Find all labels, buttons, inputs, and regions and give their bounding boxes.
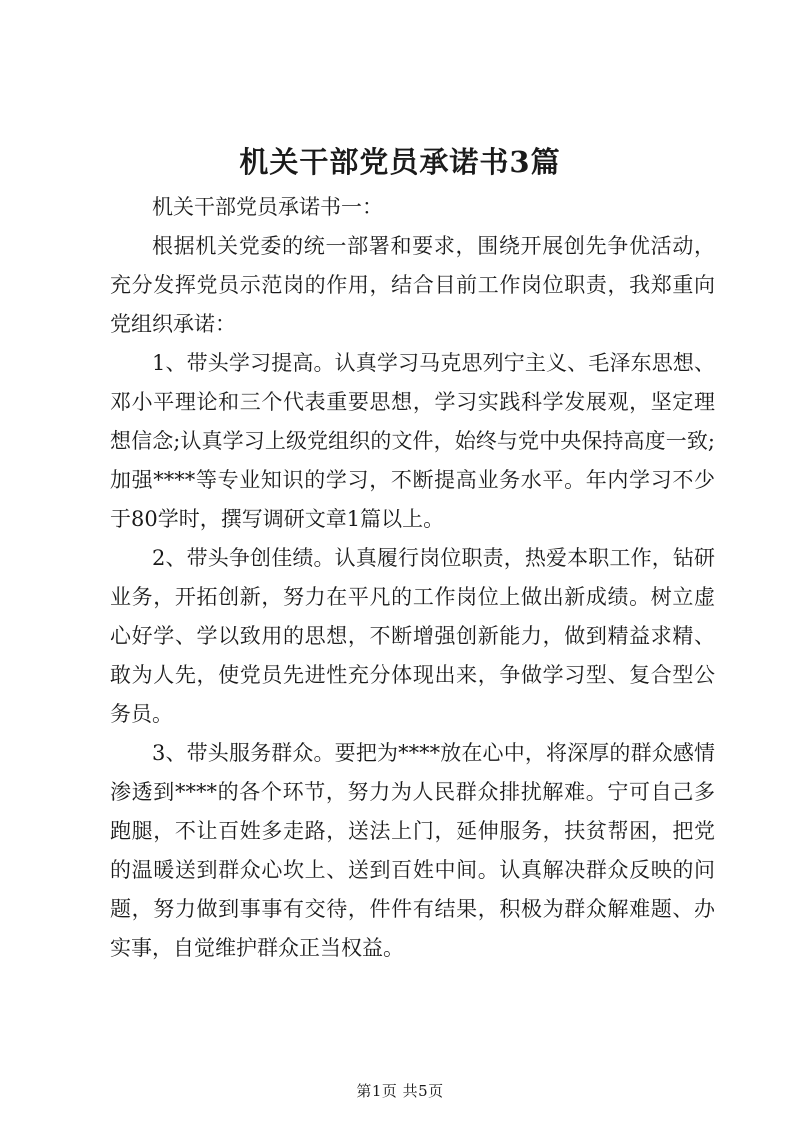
paragraph-intro: 根据机关党委的统一部署和要求，围绕开展创先争优活动，充分发挥党员示范岗的作用，结合目前工作岗位职责，我郑重向党组织承诺： [110,234,715,336]
paragraph-item-1: 1、带头学习提高。认真学习马克思列宁主义、毛泽东思想、邓小平理论和三个代表重要思想，学习实践科学发展观，坚定理想信念;认真学习上级党组织的文件，始终与党中央保持高度一致;加强****等专业知识的学习，不断提高业务水平。年内学习不少于80学时，撰写调研文章1篇以上。 [110,351,715,531]
document-title: 机关干部党员承诺书3篇 [239,145,561,179]
paragraph-item-2: 2、带头争创佳绩。认真履行岗位职责，热爱本职工作，钻研业务，开拓创新，努力在平凡的工作岗位上做出新成绩。树立虚心好学、学以致用的思想，不断增强创新能力，做到精益求精、敢为人先，使党员先进性充分体现出来，争做学习型、复合型公务员。 [110,546,715,726]
page-number-footer: 第1页 共5页 [356,1082,444,1100]
document-body [110,188,715,968]
paragraph-heading: 机关干部党员承诺书一： [152,195,383,219]
paragraph-item-3: 3、带头服务群众。要把为****放在心中，将深厚的群众感情渗透到****的各个环节，努力为人民群众排扰解难。宁可自己多跑腿，不让百姓多走路，送法上门，延伸服务，扶贫帮困，把党的温暖送到群众心坎上、送到百姓中间。认真解决群众反映的问题，努力做到事事有交待，件件有结果，积极为群众解难题、办实事，自觉维护群众正当权益。 [110,741,715,960]
